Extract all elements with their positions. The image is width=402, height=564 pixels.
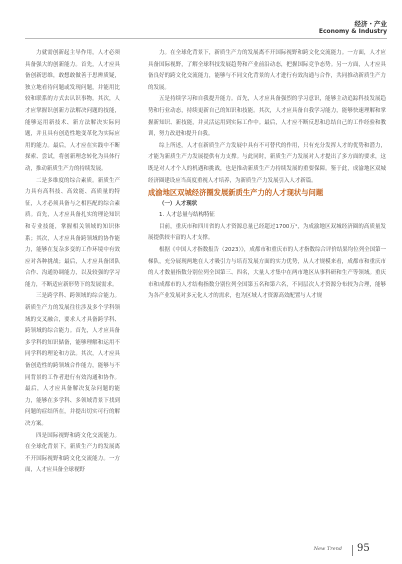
section-label-cn: 经济・产业 (354, 20, 387, 28)
paragraph: 综上所述，人才在新质生产力发展中具有不可替代的作用，只有充分发挥人才的优势和潜力，才能为新质生产力发展提供有力支撑。与此同时，新质生产力发展对人才提出了多方面的要求，这既是对人才个人的机遇和挑战，也是推动新质生产力持续发展的重要保障。鉴于此，成渝地区双城经济圈建设应当高度重视人才培养，为新质生产力发展引入人才新篇。 (148, 142, 386, 184)
page-header (319, 20, 387, 36)
paragraph: 根据《中国人才指数报告（2023）》，成都市和重庆市的人才指数综合评价结果均位列全国第一梯队，充分展现两地在人才吸引力与培育发展方面的实力优势，从人才规模来看，成都市和重庆市的人才数量指数分别位列全国第三、四名，大量人才集中在两市地区从事科研和生产等领域。重庆市和成都市的人才结构指数分别位列全国第五名和第六名，不同层次人才资源分布较为合理，能够为各产业发展对多元化人才的需求，也为区域人才资源高效配置与人才规 (148, 247, 386, 300)
paragraph: 五是持续学习和自我提升能力。首先，人才应具备强烈的学习意识，能够主动追踪科技发展趋势和行业动态，持续更新自己的知识和技能。其次，人才应具备自我学习能力，能够快速理解和掌握新知识、新技能，并灵活运用到实际工作中。最后，人才应不断反思和总结自己的工作经验和教训，努力改进和提升自我。 (148, 96, 386, 138)
paragraph: 目前，重庆市和四川省的人才资源总量已经超过1700万¹，为成渝地区双城经济圈的高质量发展提供较丰富的人才支撑。 (148, 223, 386, 242)
header-divider (25, 38, 387, 39)
right-column (148, 48, 386, 303)
paragraph: 二是多维度的综合素质。新质生产力具有高科技、高效能、高质量的特征，人才必须具备与之相匹配的综合素质。首先，人才应具备扎实的理论知识和专业技能，掌握相关领域的知识体系；其次，人才应具备跨领域的协作能力，能够在复杂多变的工作环境中有效应对各种挑战；最后，人才应具备团队合作、沟通协调能力，以及较强的学习能力，不断适应新形势下的发展需求。 (25, 177, 120, 288)
paragraph: 四是国际视野和跨文化交流能力。在全球化背景下，新质生产力的发展离不开国际视野和跨文化交流能力。一方面，人才应具备全球视野 (25, 432, 120, 474)
footer-label: New Trend (313, 546, 342, 552)
subheading: （一）人才现状 (159, 200, 198, 207)
footer-divider (352, 545, 353, 556)
sub-subheading: 1. 人才总量与结构特征 (159, 212, 215, 219)
paragraph: 力就需创新起主导作用，人才必须具备强大的创新能力。首先，人才应具备创新思维，敢想敢做善于思辨质疑，独立地看待问题或发现问题，并能用比较和联系的方式去认识事物。其次，人才应掌握识创新方法解决问题的技能，能够运用新技术、新方法解决实际问题，并且具有创造性地变革化为实际应用的能力。最后，人才应在实践中不断探索、尝试，将创新理念转化为具体行动，推动新质生产力的持续发展。 (25, 50, 120, 172)
left-column (25, 48, 120, 477)
page-number: 95 (357, 543, 370, 554)
paragraph: 力。在全球化背景下，新质生产力的发展离不开国际视野和跨文化交流能力。一方面，人才应具备国际视野，了解全球科技发展趋势和产业前沿动态，把握国际竞争态势。另一方面，人才应具备良好的跨文化交流能力，能够与不同文化背景的人才进行有效沟通与合作，共同推动新质生产力的发展。 (148, 50, 386, 91)
section-title: 成渝地区双城经济圈发展新质生产力的人才现状与问题 (148, 188, 324, 198)
section-label-en: Economy & Industry (318, 28, 387, 35)
paragraph: 三是跨学科、跨领域的综合能力。新质生产力的发展往往涉及多个学科领域的交叉融合，要求人才具备跨学科、跨领域的综合能力。首先，人才应具备多学科的知识储备，能够理解和运用不同学科的理论和方法。其次，人才应具备创造性的跨领域合作能力，能够与不同背景的工作者进行有效沟通和协作。最后，人才应具备解决复杂问题的能力，能够在多学科、多领域背景下找到问题的症结所在，并提出切实可行的解决方案。 (25, 293, 120, 427)
